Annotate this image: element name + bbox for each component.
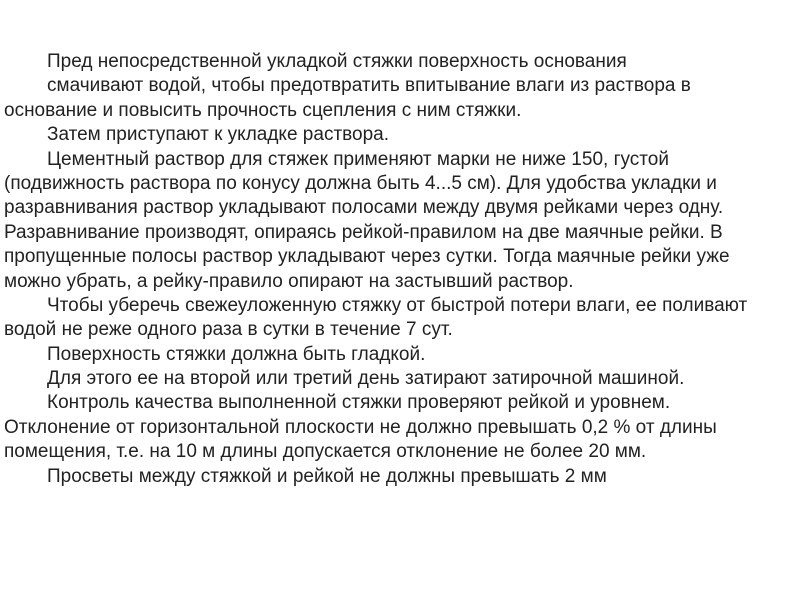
text-line: Просветы между стяжкой и рейкой не должны превышать 2 мм <box>47 465 607 487</box>
text-line: помещения, т.е. на 10 м длины допускается отклонение не более 20 мм. <box>4 441 647 463</box>
text-line: Поверхность стяжки должна быть гладкой. <box>47 343 426 365</box>
text-line: Контроль качества выполненной стяжки проверяют рейкой и уровнем. <box>47 392 671 414</box>
text-line: Затем приступают к укладке раствора. <box>47 124 389 146</box>
text-line: разравнивания раствор укладывают полосами между двумя рейками через одну. <box>4 197 724 219</box>
text-line: Разравнивание производят, опираясь рейкой-правилом на две маячные рейки. В <box>4 221 723 243</box>
text-line: основание и повысить прочность сцепления с ним стяжки. <box>4 99 522 121</box>
text-line: пропущенные полосы раствор укладывают через сутки. Тогда маячные рейки уже <box>4 246 730 268</box>
text-line: (подвижность раствора по конусу должна быть 4...5 см). Для удобства укладки и <box>4 172 717 194</box>
text-line: Для этого ее на второй или третий день затирают затирочной машиной. <box>47 368 685 390</box>
document-text <box>4 50 800 489</box>
text-line: Цементный раствор для стяжек применяют марки не ниже 150, густой <box>47 148 669 170</box>
text-line: можно убрать, а рейку-правило опирают на застывший раствор. <box>4 270 574 292</box>
text-line: Пред непосредственной укладкой стяжки поверхность основания <box>47 51 627 72</box>
text-line: водой не реже одного раза в сутки в течение 7 сут. <box>4 319 453 341</box>
text-line: смачивают водой, чтобы предотвратить впитывание влаги из раствора в <box>47 75 691 97</box>
text-line: Отклонение от горизонтальной плоскости не должно превышать 0,2 % от длины <box>4 416 717 438</box>
text-line: Чтобы уберечь свежеуложенную стяжку от быстрой потери влаги, ее поливают <box>47 294 748 316</box>
